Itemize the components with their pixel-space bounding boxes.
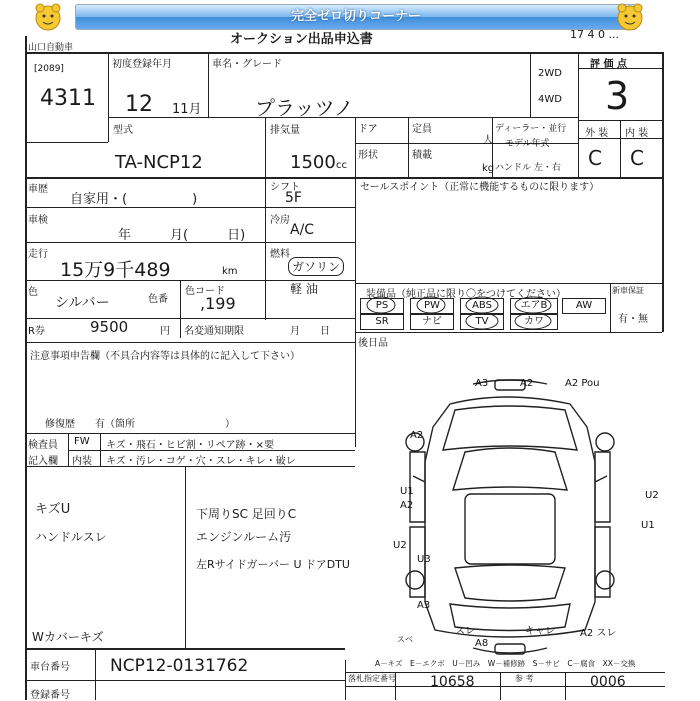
equip-ps: PS: [360, 298, 404, 314]
note-left-2: ハンドルスレ: [35, 530, 107, 544]
recorder-label: 記入欄: [28, 456, 58, 467]
color-value: シルバー: [55, 295, 110, 311]
int-label: 内 装: [625, 128, 649, 139]
rule: [25, 342, 355, 343]
dealer-label: ディーラー・並行: [495, 124, 567, 134]
first-reg-year: 12: [125, 92, 153, 117]
equip-aw: AW: [562, 298, 606, 314]
displacement-unit: cc: [336, 160, 347, 171]
equip-tv: TV: [460, 314, 504, 330]
form-title: オークション出品申込書: [230, 32, 373, 47]
ac-value: A/C: [290, 222, 315, 238]
shift-label: シフト: [270, 182, 300, 193]
mark-a3-rear: A3: [417, 600, 431, 611]
rule: [25, 52, 663, 54]
fuel-value: ガソリン: [288, 257, 344, 276]
rule: [265, 117, 266, 177]
notice-label: 注意事項申告欄（不具合内容等は具体的に記入して下さい）: [30, 351, 300, 362]
ref-label: 参 考: [515, 674, 534, 683]
mark-u2-left: U2: [393, 540, 407, 551]
equip-pw: PW: [410, 298, 454, 314]
rule: [355, 117, 356, 177]
equip-navi: ナビ: [410, 314, 454, 330]
region-name: 山口自動車: [28, 43, 74, 53]
ref-value: 0006: [590, 674, 626, 690]
new-car-label: 新車保証: [612, 286, 644, 295]
rule: [25, 433, 355, 434]
rule: [25, 36, 27, 700]
door-label: ドア: [358, 124, 378, 135]
note-bottom: Wカバーキズ: [32, 630, 104, 644]
rule: [25, 680, 345, 681]
fuel-alt: 軽 油: [290, 282, 318, 296]
inspector-label: 検査員: [28, 440, 58, 451]
rule: [95, 648, 96, 700]
type-value: TA-NCP12: [115, 152, 203, 173]
sales-point-label: セールスポイント（正常に機能するものに限ります）: [360, 182, 600, 193]
score-label: 評 価 点: [590, 59, 627, 70]
color-code-value: ,199: [200, 294, 236, 313]
usage-value: 自家用・( ): [70, 192, 198, 207]
int-grade: C: [630, 146, 644, 170]
shift-value: 5F: [285, 190, 302, 206]
displacement-value: 1500: [290, 152, 336, 173]
mark-u3-left: U3: [417, 554, 431, 565]
capacity-unit: 人: [483, 135, 493, 146]
rule: [662, 52, 664, 177]
equip-airbag: エアB: [510, 298, 558, 314]
mark-sube: スベ: [397, 635, 413, 644]
ext-grade: C: [588, 146, 602, 170]
fw-label: FW: [74, 436, 90, 447]
model-year-label: モデル年式: [505, 139, 550, 149]
capacity-label: 定員: [412, 124, 432, 135]
name-change-label: 名変通知期限: [184, 326, 244, 337]
page-number: 17 4 0 ...: [570, 28, 619, 41]
recycle-value: 9500: [90, 318, 129, 336]
region-code: [2089]: [34, 64, 64, 74]
rule: [345, 660, 346, 700]
interior-text: キズ・汚レ・コゲ・穴・スレ・キレ・破レ: [106, 456, 296, 467]
interior-label: 内装: [72, 456, 92, 467]
mark-u1-right: U1: [641, 520, 655, 531]
rule: [185, 466, 186, 648]
ext-label: 外 装: [585, 128, 609, 139]
diagram-legend: A－キズ E－エクボ U－凹み W－補修跡 S－サビ C－腐食 XX－交換: [375, 659, 636, 668]
drive-2wd: 2WD: [538, 68, 562, 79]
recycle-unit: 円: [160, 326, 170, 337]
reg-label: 登録番号: [30, 690, 70, 701]
rule: [208, 52, 209, 117]
rule: [530, 52, 531, 117]
rule: [565, 672, 566, 700]
rule: [355, 332, 662, 333]
handle-label: ハンドル 左・右: [495, 163, 561, 173]
name-change-md: 月 日: [290, 326, 330, 337]
first-reg-label: 初度登録年月: [112, 59, 172, 70]
fuel-label: 燃料: [270, 249, 290, 260]
shape-label: 形状: [358, 150, 378, 161]
repair-history-label: 修復歴 有（箇所 ）: [45, 419, 235, 430]
load-label: 積載: [412, 150, 432, 161]
load-unit: kg: [482, 163, 495, 174]
rule: [108, 52, 109, 142]
chassis-value: NCP12-0131762: [110, 656, 249, 676]
mark-a2-sure: A2 スレ: [580, 628, 617, 639]
inspection-label: 車検: [28, 215, 48, 226]
note-right-1: 下周りSC 足回りC: [196, 507, 297, 521]
note-left-1: キズU: [35, 502, 71, 517]
recycle-label: R券: [28, 326, 45, 337]
first-reg-month: 11月: [172, 102, 202, 117]
mascot-icon: [28, 2, 68, 34]
mileage-value: 15万9千489: [60, 259, 171, 281]
rule: [25, 142, 108, 143]
model-name: プラッツノ: [255, 96, 354, 120]
rule: [578, 52, 579, 177]
type-label: 型式: [113, 125, 133, 136]
rule: [620, 120, 621, 177]
ac-label: 冷房: [270, 215, 290, 226]
mark-sure-rear: スレ: [455, 626, 475, 637]
displacement-label: 排気量: [270, 125, 300, 136]
note-right-2: エンジンルーム汚: [196, 530, 292, 544]
rule: [25, 318, 355, 319]
drive-4wd: 4WD: [538, 94, 562, 105]
mark-a2-left: A2: [410, 430, 424, 441]
post-items-label: 後日品: [358, 338, 388, 349]
mark-a8: A8: [475, 638, 489, 649]
rule: [500, 672, 501, 700]
price-label: 落札指定番号: [348, 674, 396, 683]
mark-a2-left-2: A2: [400, 500, 414, 511]
mark-a2-front: A2: [520, 378, 534, 389]
color-label: 色: [28, 287, 38, 298]
usage-label: 車歴: [28, 184, 48, 195]
model-name-label: 車名・グレード: [212, 59, 282, 70]
mark-u1-left: U1: [400, 486, 414, 497]
equipment-circles: [355, 292, 615, 332]
rule: [25, 648, 345, 650]
rule: [180, 280, 181, 338]
mark-a3-front: A3: [475, 378, 489, 389]
price-value: 10658: [430, 674, 475, 690]
rule: [662, 177, 664, 332]
corner-banner: 完全ゼロ切りコーナー: [75, 4, 637, 30]
equipment-label: 装備品（純正品に限り〇をつけてください）: [366, 289, 566, 300]
color-no-label: 色番: [148, 294, 168, 305]
lot-number: 4311: [40, 86, 96, 111]
mark-a2-pou: A2 Pou: [565, 378, 600, 389]
chassis-label: 車台番号: [30, 662, 70, 673]
inspection-ymd: 年 月( 日): [118, 228, 246, 243]
note-right-3: 左Rサイドガーバー U ドアDTU: [196, 558, 350, 571]
color-code-label: 色コード: [185, 286, 225, 297]
rule: [355, 283, 662, 284]
equip-cover: カワ: [510, 314, 558, 330]
mileage-label: 走行: [28, 249, 48, 260]
equip-abs: ABS: [460, 298, 504, 314]
score-value: 3: [605, 74, 630, 118]
rule: [265, 177, 266, 320]
rule: [25, 207, 355, 208]
mark-u2-right: U2: [645, 490, 659, 501]
car-damage-diagram: [355, 372, 665, 672]
fw-text: キズ・飛石・ヒビ割・リペア跡・×要: [106, 440, 274, 451]
rule: [408, 117, 409, 177]
new-car-value: 有・無: [618, 314, 648, 325]
mileage-unit: km: [222, 266, 238, 277]
mark-kyare: キャレ: [525, 626, 555, 637]
equip-sr: SR: [360, 314, 404, 330]
